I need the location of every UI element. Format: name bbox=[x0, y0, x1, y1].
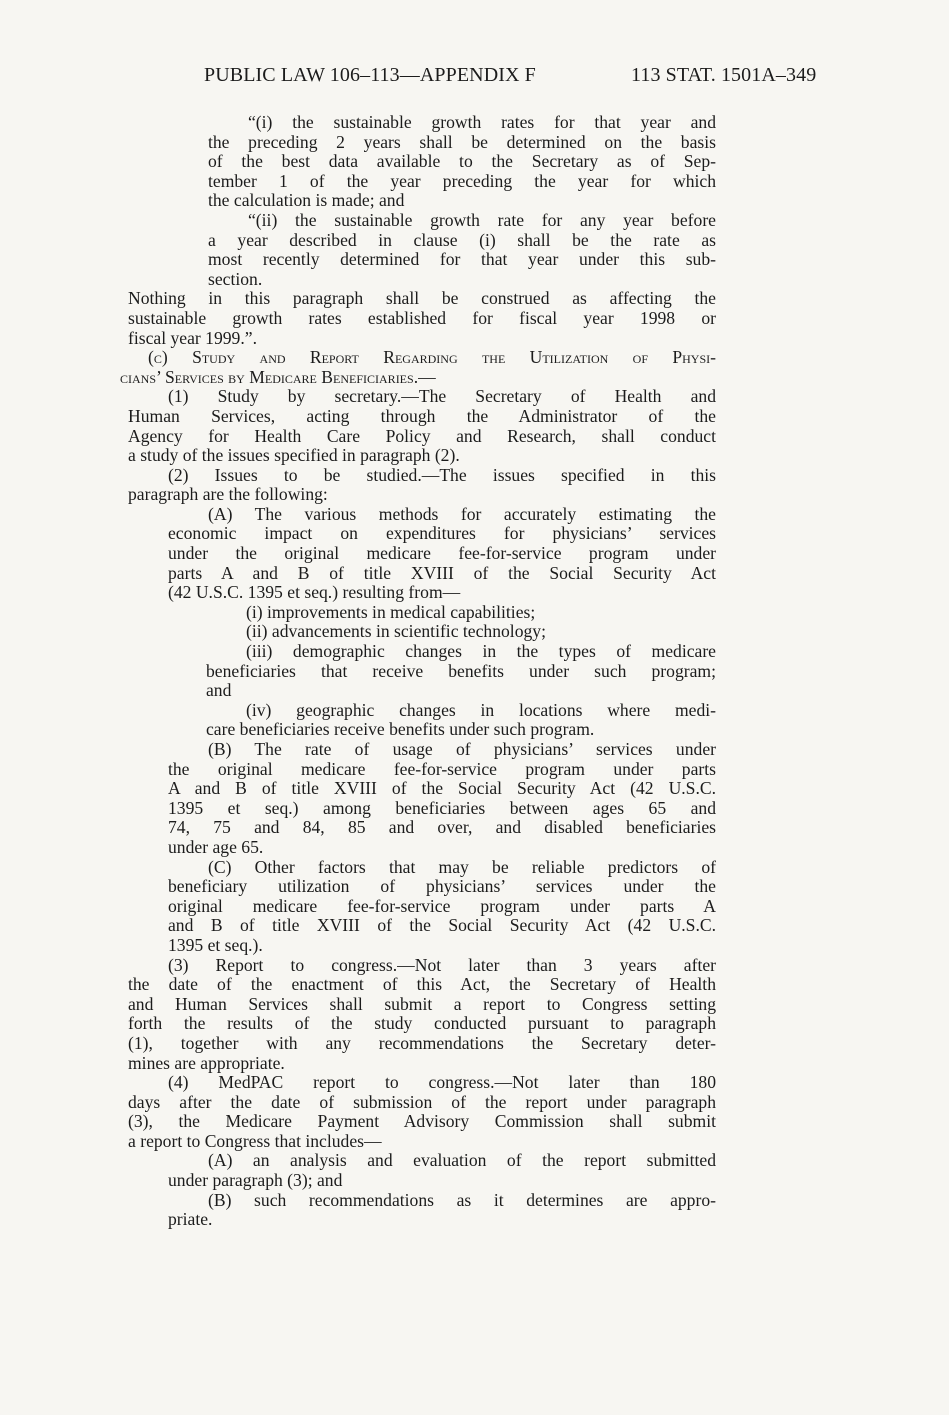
text-line: most recently determined for that year under this sub- bbox=[208, 249, 716, 270]
text-line: and Human Services shall submit a report to Congress setting bbox=[128, 993, 716, 1014]
text-line: the date of the enactment of this Act, the Secretary of Health bbox=[128, 974, 716, 995]
text-line: 74, 75 and 84, 85 and over, and disabled beneficiaries bbox=[168, 817, 716, 838]
text-line: section. bbox=[208, 268, 263, 289]
text-line: and bbox=[206, 680, 232, 701]
text-line: (1), together with any recommendations the Secretary deter- bbox=[128, 1032, 716, 1053]
text-line: “(i) the sustainable growth rates for that year and bbox=[248, 112, 716, 132]
text-line: (iv) geographic changes in locations where medi- bbox=[246, 699, 716, 720]
text-line: mines are appropriate. bbox=[128, 1052, 285, 1073]
section-heading-line: (c) Study and Report Regarding the Utilization of Physi- bbox=[148, 347, 716, 368]
document-body bbox=[120, 112, 716, 1230]
text-line: (A) The various methods for accurately estimating the bbox=[208, 503, 716, 524]
text-line: paragraph are the following: bbox=[128, 484, 328, 505]
text-line: A and B of title XVIII of the Social Security Act (42 U.S.C. bbox=[168, 778, 716, 799]
text-line: (3), the Medicare Payment Advisory Commission shall submit bbox=[128, 1111, 716, 1132]
text-line: a year described in clause (i) shall be the rate as bbox=[208, 229, 716, 250]
text-line: forth the results of the study conducted pursuant to paragraph bbox=[128, 1013, 716, 1034]
text-line: priate. bbox=[168, 1209, 213, 1230]
text-line: fiscal year 1999.”. bbox=[128, 327, 257, 348]
text-line: under age 65. bbox=[168, 836, 264, 857]
text-line: Human Services, acting through the Administrator of the bbox=[128, 405, 716, 426]
text-line: under paragraph (3); and bbox=[168, 1170, 343, 1191]
text-line: (C) Other factors that may be reliable predictors of bbox=[208, 856, 716, 877]
text-line: (1) Study by secretary.—The Secretary of Health and bbox=[168, 386, 716, 407]
text-line: the preceding 2 years shall be determined on the basis bbox=[208, 131, 716, 152]
text-line: the original medicare fee-for-service program under parts bbox=[168, 758, 716, 779]
header-title: PUBLIC LAW 106–113—APPENDIX F bbox=[204, 64, 536, 86]
text-line: a study of the issues specified in paragraph (2). bbox=[128, 445, 460, 466]
text-line: parts A and B of title XVIII of the Social Security Act bbox=[168, 562, 716, 583]
text-line: (2) Issues to be studied.—The issues specified in this bbox=[168, 464, 716, 485]
header-stat-citation: 113 STAT. 1501A–349 bbox=[631, 64, 817, 86]
text-line: (3) Report to congress.—Not later than 3 years after bbox=[168, 954, 716, 975]
text-line: of the best data available to the Secretary as of Sep- bbox=[208, 151, 716, 172]
text-line: Agency for Health Care Policy and Research, shall conduct bbox=[128, 425, 716, 446]
text-line: (B) The rate of usage of physicians’ services under bbox=[208, 739, 716, 759]
text-line: Nothing in this paragraph shall be construed as affecting the bbox=[128, 288, 716, 309]
text-line: beneficiary utilization of physicians’ services under the bbox=[168, 876, 716, 897]
text-line: 1395 et seq.) among beneficiaries between ages 65 and bbox=[168, 797, 716, 818]
text-line: (i) improvements in medical capabilities; bbox=[246, 601, 536, 622]
text-line: days after the date of submission of the report under paragraph bbox=[128, 1091, 716, 1112]
text-line: a report to Congress that includes— bbox=[128, 1130, 382, 1151]
text-line: (A) an analysis and evaluation of the report submitted bbox=[208, 1150, 716, 1171]
text-line: 1395 et seq.). bbox=[168, 934, 263, 955]
text-line: care beneficiaries receive benefits under such program. bbox=[206, 719, 595, 740]
text-line: (iii) demographic changes in the types of medicare bbox=[246, 641, 716, 662]
section-heading-line: cians’ Services by Medicare Beneficiaries.— bbox=[120, 366, 436, 387]
text-line: economic impact on expenditures for physicians’ services bbox=[168, 523, 716, 544]
text-line: (B) such recommendations as it determines are appro- bbox=[208, 1189, 716, 1210]
text-line: (42 U.S.C. 1395 et seq.) resulting from— bbox=[168, 582, 461, 603]
text-line: original medicare fee-for-service program under parts A bbox=[168, 895, 716, 916]
text-line: the calculation is made; and bbox=[208, 190, 405, 211]
text-line: “(ii) the sustainable growth rate for any year before bbox=[248, 209, 716, 230]
text-line: (4) MedPAC report to congress.—Not later than 180 bbox=[168, 1072, 716, 1093]
text-line: sustainable growth rates established for fiscal year 1998 or bbox=[128, 307, 716, 328]
text-line: and B of title XVIII of the Social Security Act (42 U.S.C. bbox=[168, 915, 716, 936]
text-line: tember 1 of the year preceding the year for which bbox=[208, 170, 716, 191]
text-line: (ii) advancements in scientific technology; bbox=[246, 621, 546, 642]
text-line: beneficiaries that receive benefits under such program; bbox=[206, 660, 716, 681]
text-line: under the original medicare fee-for-service program under bbox=[168, 543, 716, 564]
